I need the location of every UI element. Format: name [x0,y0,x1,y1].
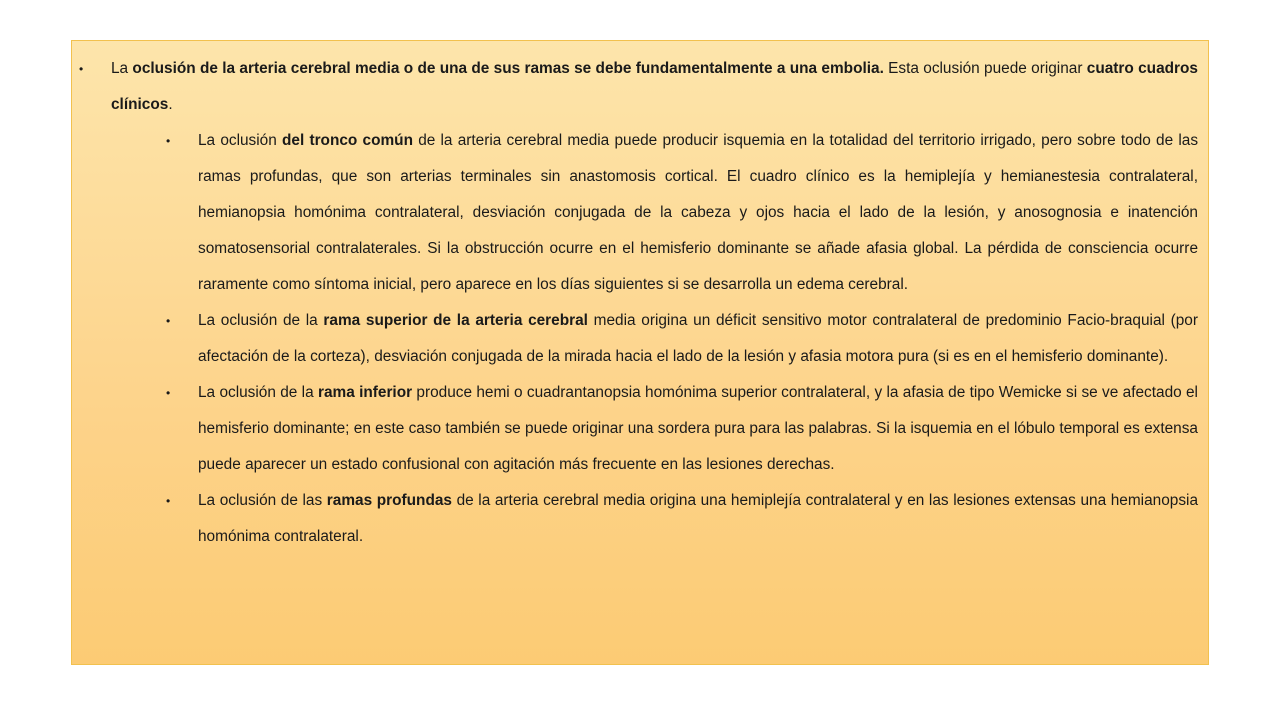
text-segment: Esta oclusión puede originar [883,60,1087,77]
intro-paragraph [72,51,1198,555]
bullet-list [72,51,1198,555]
text-segment: La [111,60,133,77]
sub-bullet-rama-superior [111,303,1198,375]
bullet-text [198,312,1198,365]
text-segment: de la arteria cerebral media origina una hemiplejía contralateral y en las lesiones extensas una hemianopsia homónima contralateral. [198,492,1199,545]
bold-text-segment: rama inferior [317,384,413,401]
sub-bullet-rama-inferior [111,375,1198,483]
text-segment: de la arteria cerebral media puede producir isquemia en la totalidad del territorio irrigado, pero sobre todo de las ramas profundas, que son arterias terminales sin anastomosis cortical. El cuadro clínico es la hemiplejía y hemianestesia contralateral, hemianopsia homónima contralateral, desviación conjugada de la cabeza y ojos hacia el lado de la lesión, y anosognosia e inatención somatosensorial contralaterales. Si la obstrucción ocurre en el hemisferio dominante se añade afasia global. La pérdida de consciencia ocurre raramente como síntoma inicial, pero aparece en los días siguientes si se desarrolla un edema cerebral. [198,132,1199,293]
text-segment: . [168,96,173,113]
bullet-icon: • [166,314,171,328]
text-segment: La oclusión de la [198,312,324,329]
bold-text-segment: cuatro cuadros clínicos [111,60,1198,113]
text-segment: La oclusión [198,132,282,149]
bold-text-segment: del tronco común [282,132,413,149]
bullet-text [198,384,1198,473]
bullet-icon: • [166,134,171,148]
bold-text-segment: rama superior de la arteria cerebral [323,312,588,329]
text-segment: La oclusión de la [198,384,318,401]
sub-bullet-list [111,123,1198,555]
intro-text [111,60,1198,113]
text-segment: produce hemi o cuadrantanopsia homónima superior contralateral, y la afasia de tipo Wemicke si se ve afectado el hemisferio dominante; en este caso también se puede originar una sordera pura para las palabras. Si la isquemia en el lóbulo temporal es extensa puede aparecer un estado confusional con agitación más frecuente en las lesiones derechas. [198,384,1198,473]
text-segment: media origina un déficit sensitivo motor contralateral de predominio Facio-braquial (por afectación de la corteza), desviación conjugada de la mirada hacia el lado de la lesión y afasia motora pura (si es en el hemisferio dominante). [198,312,1198,365]
text-segment: La oclusión de las [198,492,327,509]
bullet-icon: • [166,386,171,400]
bullet-text [198,132,1198,293]
bullet-icon: • [79,62,84,76]
text-box[interactable] [71,40,1209,665]
bold-text-segment: oclusión de la arteria cerebral media o de una de sus ramas se debe fundamentalmente a una embolia. [132,60,884,77]
bold-text-segment: ramas profundas [326,492,452,509]
sub-bullet-tronco-comun [111,123,1198,303]
bullet-text [198,492,1198,545]
sub-bullet-ramas-profundas [111,483,1198,555]
bullet-icon: • [166,494,171,508]
